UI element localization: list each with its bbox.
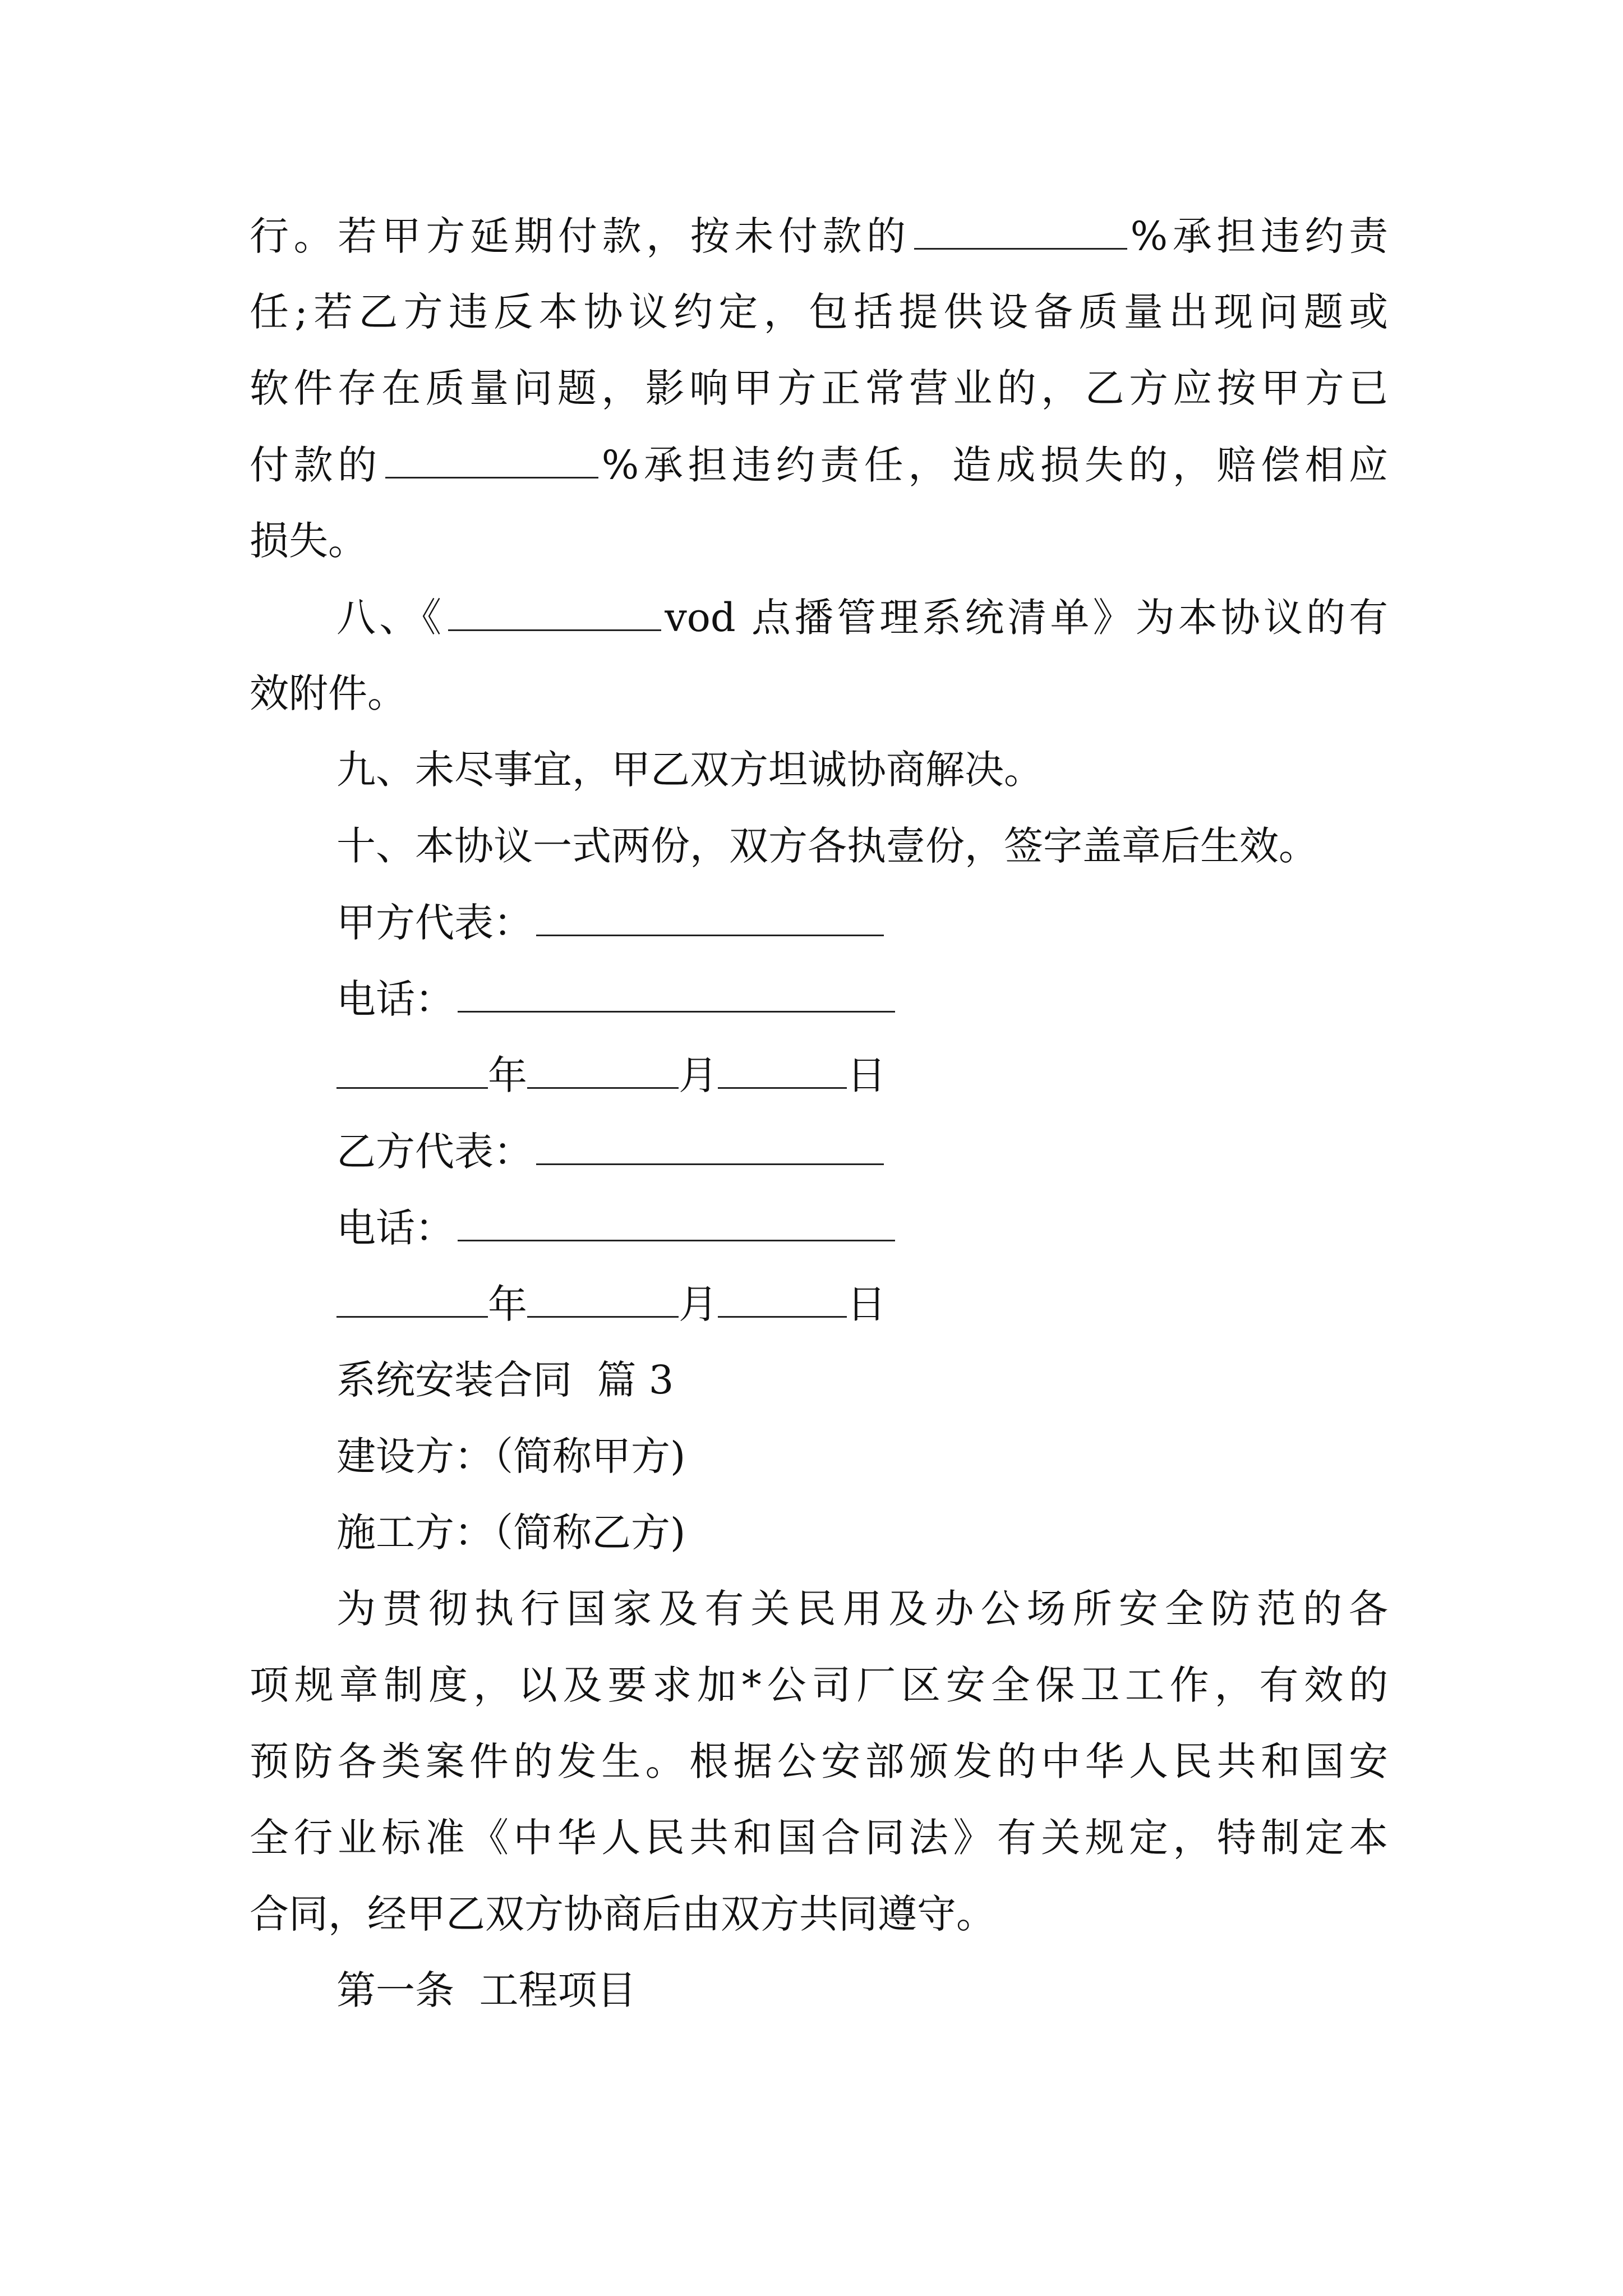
month-label: 月	[679, 1281, 718, 1327]
para7-line2: 任;若乙方违反本协议约定，包括提供设备质量出现问题或	[250, 289, 1388, 335]
section3-contractor: 施工方：（简称乙方)	[336, 1510, 686, 1556]
para7-text-a: 行。若甲方延期付款，按未付款的	[250, 213, 911, 259]
party-a-date-line	[336, 1047, 886, 1103]
year-label: 年	[488, 1052, 527, 1098]
party-b-rep-line	[336, 1123, 887, 1179]
intro-line3: 预防各类案件的发生。根据公安部颁发的中华人民共和国安	[250, 1738, 1388, 1784]
para7-text-c: 付款的	[250, 442, 382, 488]
day-label: 日	[847, 1052, 886, 1098]
blank-breach-percent[interactable]	[385, 436, 598, 478]
party-b-rep-field[interactable]	[536, 1123, 884, 1165]
party-b-tel-line	[336, 1199, 898, 1255]
para7-line3: 软件存在质量问题，影响甲方正常营业的，乙方应按甲方已	[250, 365, 1388, 411]
intro-line1: 为贯彻执行国家及有关民用及办公场所安全防范的各	[336, 1586, 1388, 1632]
party-b-tel-label: 电话：	[336, 1205, 454, 1251]
party-a-rep-line	[336, 894, 887, 950]
day-label: 日	[847, 1281, 886, 1327]
month-label: 月	[679, 1052, 718, 1098]
party-a-tel-line	[336, 970, 898, 1027]
intro-line4: 全行业标准《中华人民共和国合同法》有关规定，特制定本	[250, 1815, 1388, 1861]
intro-line5: 合同，经甲乙双方协商后由双方共同遵守。	[250, 1891, 995, 1937]
party-a-day-field[interactable]	[718, 1047, 847, 1089]
para9: 九、未尽事宜，甲乙双方坦诚协商解决。	[336, 747, 1043, 793]
para8-line1	[336, 589, 1388, 645]
party-a-tel-field[interactable]	[458, 970, 895, 1013]
blank-late-payment-percent[interactable]	[914, 208, 1127, 250]
party-a-rep-label: 甲方代表：	[336, 900, 533, 946]
section3-title: 系统安装合同 篇 3	[336, 1357, 674, 1403]
para7-text-b: %承担违约责	[1130, 213, 1389, 259]
year-label: 年	[488, 1281, 527, 1327]
intro-line2: 项规章制度，以及要求加*公司厂区安全保卫工作，有效的	[250, 1662, 1388, 1708]
blank-system-name[interactable]	[448, 589, 661, 631]
party-b-rep-label: 乙方代表：	[336, 1129, 533, 1175]
para10: 十、本协议一式两份，双方各执壹份，签字盖章后生效。	[336, 823, 1318, 869]
para7-line5: 损失。	[250, 518, 367, 564]
party-b-day-field[interactable]	[718, 1276, 847, 1318]
party-a-rep-field[interactable]	[536, 894, 884, 936]
party-b-date-line	[336, 1276, 886, 1332]
para8-text-b: vod 点播管理系统清单》为本协议的有	[665, 595, 1389, 641]
section3-builder: 建设方：（简称甲方)	[336, 1433, 686, 1479]
para8-text-a: 八、《	[336, 595, 445, 641]
party-b-year-field[interactable]	[336, 1276, 488, 1318]
para7-line1	[250, 208, 1388, 264]
para7-line4	[250, 436, 1388, 493]
party-a-tel-label: 电话：	[336, 976, 454, 1022]
para7-text-d: %承担违约责任，造成损失的，赔偿相应	[601, 442, 1389, 488]
para8-line2: 效附件。	[250, 670, 407, 716]
party-a-year-field[interactable]	[336, 1047, 488, 1089]
party-b-tel-field[interactable]	[458, 1199, 895, 1241]
party-b-month-field[interactable]	[527, 1276, 679, 1318]
article1-heading: 第一条 工程项目	[336, 1967, 637, 2013]
party-a-month-field[interactable]	[527, 1047, 679, 1089]
